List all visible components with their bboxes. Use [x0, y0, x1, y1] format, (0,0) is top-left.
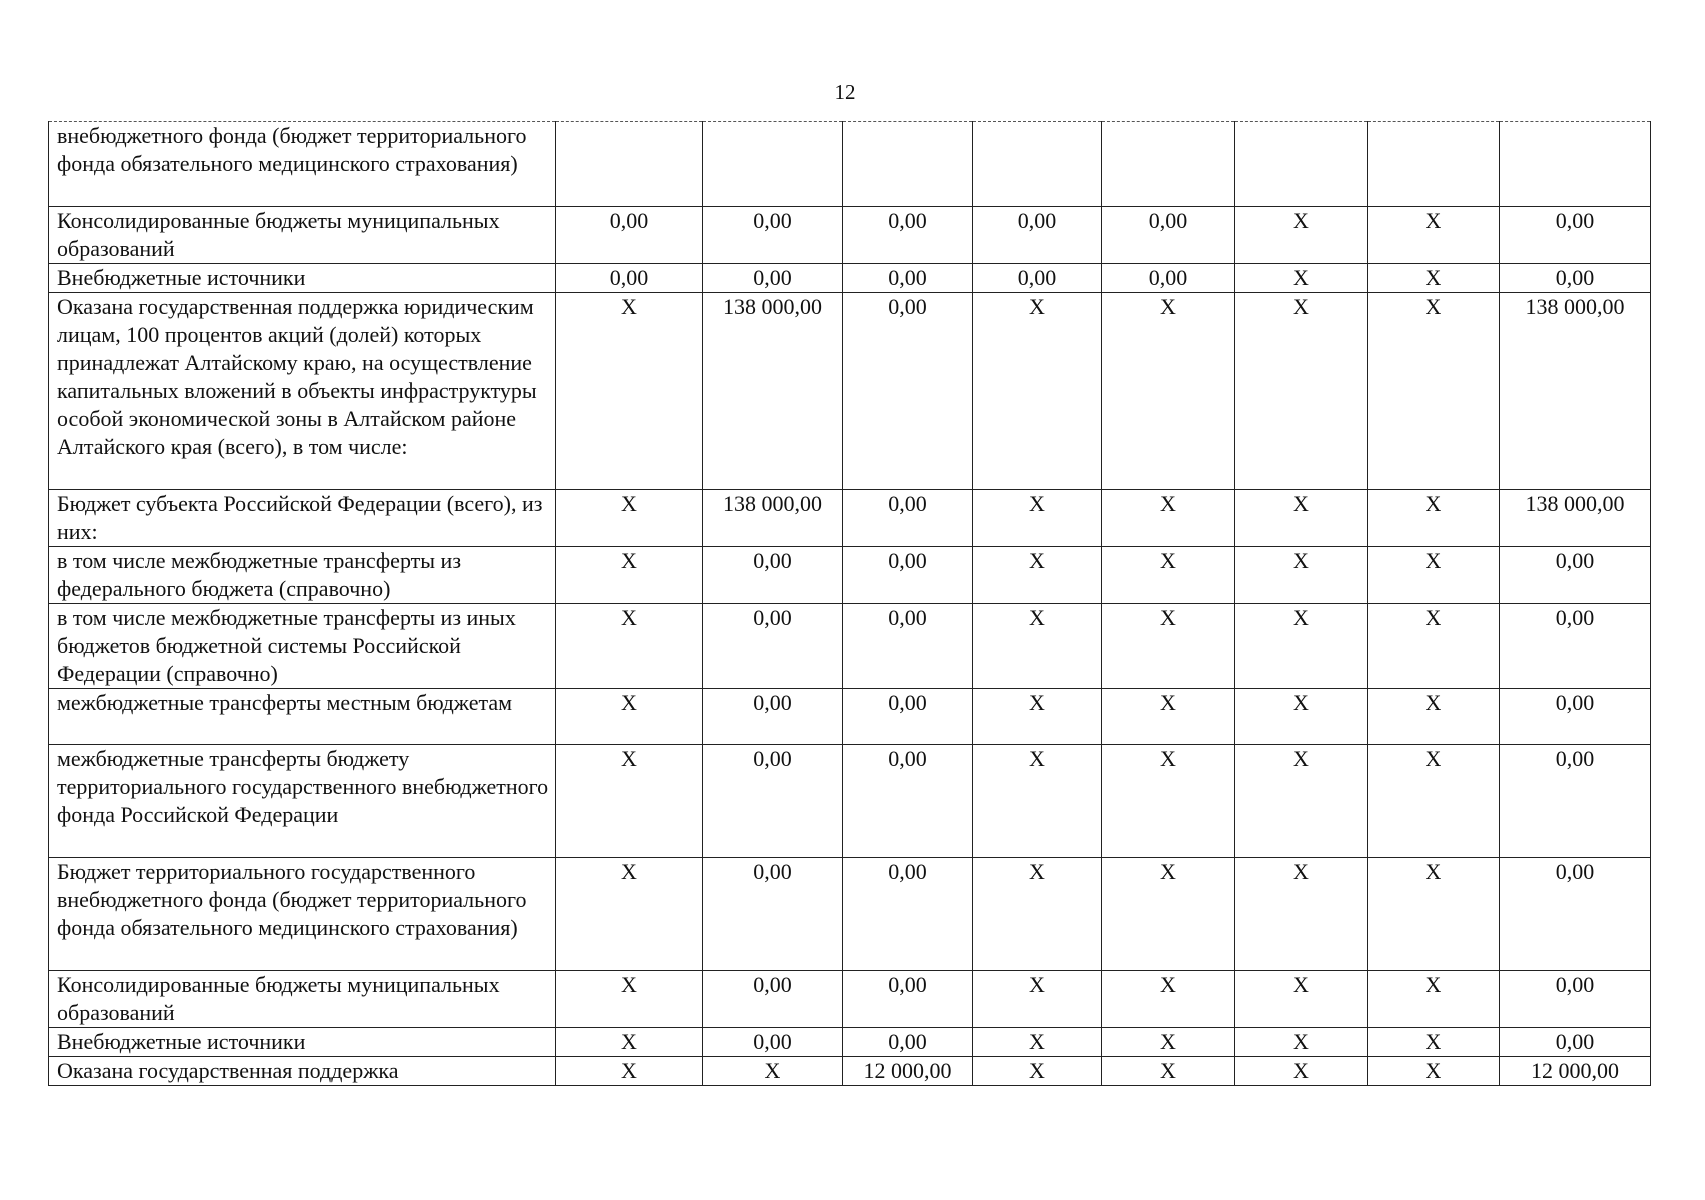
cell: X	[973, 490, 1102, 547]
cell: 0,00	[843, 207, 973, 264]
row-label: Внебюджетные источники	[49, 1028, 556, 1057]
cell: 0,00	[703, 604, 843, 689]
row-label: Внебюджетные источники	[49, 264, 556, 293]
cell: X	[556, 689, 703, 745]
cell: X	[1368, 971, 1500, 1028]
cell: 0,00	[1500, 264, 1651, 293]
cell: 0,00	[843, 971, 973, 1028]
table-row	[49, 293, 1651, 490]
cell: X	[1368, 604, 1500, 689]
cell: 138 000,00	[703, 490, 843, 547]
row-label: межбюджетные трансферты местным бюджетам	[49, 689, 556, 745]
cell: X	[1102, 604, 1235, 689]
cell: 0,00	[843, 745, 973, 858]
cell: X	[1235, 264, 1368, 293]
cell: 0,00	[703, 547, 843, 604]
cell: 0,00	[1500, 604, 1651, 689]
cell: 0,00	[1500, 858, 1651, 971]
cell	[1500, 122, 1651, 207]
cell: 0,00	[843, 293, 973, 490]
cell: X	[556, 293, 703, 490]
cell: X	[703, 1057, 843, 1086]
cell: X	[973, 1057, 1102, 1086]
cell: X	[1102, 971, 1235, 1028]
table-row	[49, 264, 1651, 293]
cell: X	[973, 971, 1102, 1028]
cell: X	[1368, 858, 1500, 971]
table-row	[49, 745, 1651, 858]
cell: X	[556, 604, 703, 689]
row-label: в том числе межбюджетные трансферты из иных бюджетов бюджетной системы Российской Федерации (справочно)	[49, 604, 556, 689]
cell: 0,00	[703, 207, 843, 264]
cell: X	[1368, 745, 1500, 858]
cell: X	[556, 1057, 703, 1086]
cell	[1368, 122, 1500, 207]
cell: X	[1235, 1028, 1368, 1057]
cell	[1102, 122, 1235, 207]
table-body	[49, 122, 1651, 1086]
cell: 0,00	[843, 547, 973, 604]
cell: 0,00	[843, 689, 973, 745]
cell: 0,00	[1500, 1028, 1651, 1057]
table-row	[49, 547, 1651, 604]
cell: 0,00	[1500, 207, 1651, 264]
cell: 0,00	[1500, 689, 1651, 745]
cell	[1235, 122, 1368, 207]
cell: X	[1235, 293, 1368, 490]
cell: 0,00	[843, 1028, 973, 1057]
cell: X	[556, 1028, 703, 1057]
cell: X	[1235, 604, 1368, 689]
cell: X	[1102, 745, 1235, 858]
cell: 0,00	[1102, 207, 1235, 264]
cell: 0,00	[556, 207, 703, 264]
table-row	[49, 689, 1651, 745]
cell: X	[556, 971, 703, 1028]
cell	[703, 122, 843, 207]
cell: 138 000,00	[703, 293, 843, 490]
cell: X	[973, 604, 1102, 689]
cell: X	[1368, 547, 1500, 604]
cell: 138 000,00	[1500, 490, 1651, 547]
cell: X	[1102, 490, 1235, 547]
cell: X	[1102, 547, 1235, 604]
cell: X	[973, 745, 1102, 858]
cell: 0,00	[1500, 745, 1651, 858]
row-label: в том числе межбюджетные трансферты из федерального бюджета (справочно)	[49, 547, 556, 604]
cell: X	[556, 745, 703, 858]
row-label: Оказана государственная поддержка	[49, 1057, 556, 1086]
cell: 0,00	[703, 745, 843, 858]
cell: 0,00	[843, 490, 973, 547]
cell: 0,00	[703, 858, 843, 971]
cell: 0,00	[703, 1028, 843, 1057]
cell: X	[1235, 689, 1368, 745]
cell: X	[1235, 490, 1368, 547]
cell: X	[1235, 547, 1368, 604]
cell: X	[1368, 1028, 1500, 1057]
row-label: внебюджетного фонда (бюджет территориального фонда обязательного медицинского страхования)	[49, 122, 556, 207]
cell: 0,00	[973, 207, 1102, 264]
table-row	[49, 490, 1651, 547]
row-label: Бюджет субъекта Российской Федерации (всего), из них:	[49, 490, 556, 547]
table-row	[49, 858, 1651, 971]
cell: 0,00	[1500, 971, 1651, 1028]
row-label: Оказана государственная поддержка юридическим лицам, 100 процентов акций (долей) которых принадлежат Алтайскому краю, на осуществление капитальных вложений в объекты инфраструктуры особой экономической зоны в Алтайском районе Алтайского края (всего), в том числе:	[49, 293, 556, 490]
cell: 0,00	[1500, 547, 1651, 604]
page-number: 12	[834, 80, 856, 104]
cell: X	[1368, 490, 1500, 547]
row-label: межбюджетные трансферты бюджету территориального государственного внебюджетного фонда Российской Федерации	[49, 745, 556, 858]
cell: X	[1102, 1028, 1235, 1057]
cell: 0,00	[703, 971, 843, 1028]
cell: X	[1235, 971, 1368, 1028]
row-label: Консолидированные бюджеты муниципальных образований	[49, 971, 556, 1028]
cell: 0,00	[556, 264, 703, 293]
table-row	[49, 207, 1651, 264]
table-row	[49, 604, 1651, 689]
cell: X	[1368, 264, 1500, 293]
row-label: Бюджет территориального государственного внебюджетного фонда (бюджет территориального фонда обязательного медицинского страхования)	[49, 858, 556, 971]
table-row	[49, 122, 1651, 207]
cell: X	[556, 490, 703, 547]
cell: 12 000,00	[1500, 1057, 1651, 1086]
cell: X	[556, 547, 703, 604]
cell: X	[556, 858, 703, 971]
budget-table	[48, 121, 1651, 1086]
cell: X	[1102, 858, 1235, 971]
cell	[556, 122, 703, 207]
cell: X	[1235, 207, 1368, 264]
cell: X	[1368, 293, 1500, 490]
cell: X	[1368, 689, 1500, 745]
cell	[843, 122, 973, 207]
cell: 138 000,00	[1500, 293, 1651, 490]
cell: X	[1102, 689, 1235, 745]
cell: X	[1368, 207, 1500, 264]
cell: X	[1235, 1057, 1368, 1086]
cell: X	[973, 1028, 1102, 1057]
cell: 0,00	[1102, 264, 1235, 293]
cell: 12 000,00	[843, 1057, 973, 1086]
cell: X	[1102, 1057, 1235, 1086]
table-row	[49, 971, 1651, 1028]
cell: 0,00	[843, 604, 973, 689]
cell: X	[1368, 1057, 1500, 1086]
cell: X	[973, 547, 1102, 604]
cell: X	[973, 689, 1102, 745]
cell: X	[1235, 858, 1368, 971]
row-label: Консолидированные бюджеты муниципальных образований	[49, 207, 556, 264]
cell: X	[1102, 293, 1235, 490]
cell	[973, 122, 1102, 207]
table-row	[49, 1057, 1651, 1086]
table-row	[49, 1028, 1651, 1057]
cell: X	[973, 858, 1102, 971]
cell: X	[1235, 745, 1368, 858]
cell: 0,00	[703, 264, 843, 293]
cell: 0,00	[843, 264, 973, 293]
cell: X	[973, 293, 1102, 490]
cell: 0,00	[703, 689, 843, 745]
cell: 0,00	[843, 858, 973, 971]
cell: 0,00	[973, 264, 1102, 293]
